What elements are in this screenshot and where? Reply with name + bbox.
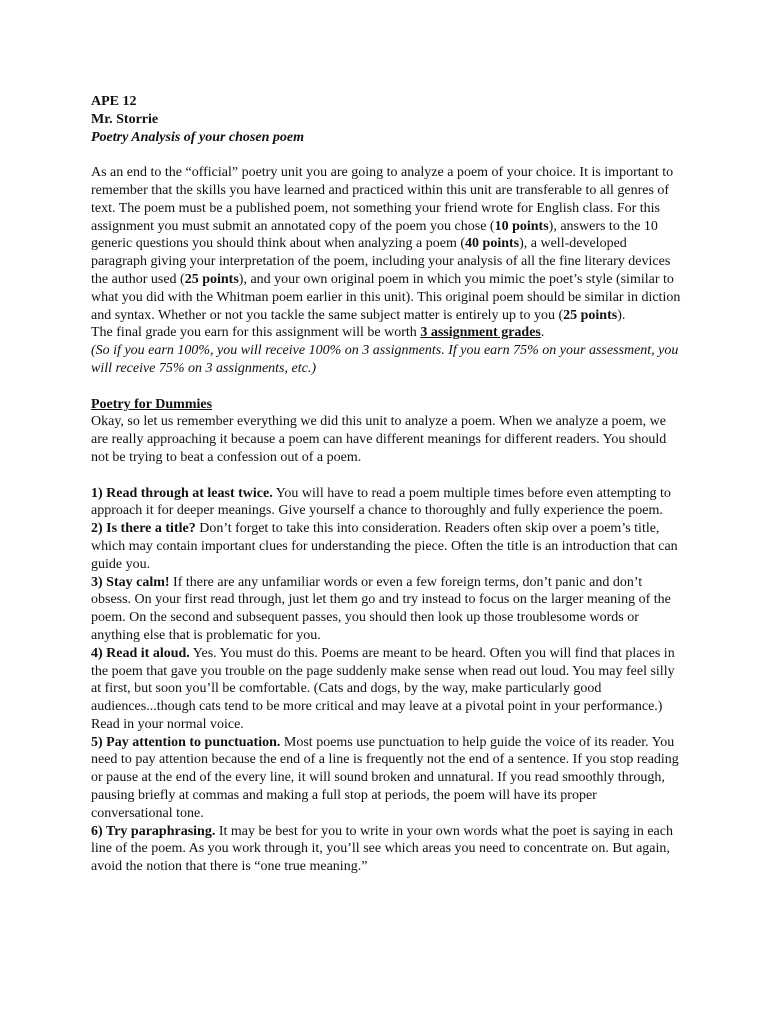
dummies-intro: Okay, so let us remember everything we did this unit to analyze a poem. When we analyze a poem, we are really approaching it because a poem can have different meanings for different readers. You should not be trying to beat a confession out of a poem. [91, 414, 667, 465]
course-code: APE 12 [91, 94, 137, 109]
step-heading: 6) Try paraphrasing. [91, 823, 216, 839]
intro-text-e: ). [617, 307, 626, 323]
step-heading: 5) Pay attention to punctuation. [91, 734, 281, 750]
step-heading: 4) Read it aloud. [91, 645, 190, 661]
step-heading: 2) Is there a title? [91, 521, 196, 537]
document-page [91, 93, 681, 876]
points-questions: 40 points [465, 236, 520, 252]
intro-text-a: As an end to the “official” poetry unit you are going to analyze a poem of your choice. It is important to remember that the skills you have learned and practiced within this unit are transferable to all genres of text. The poem must be a published poem, not something your friend wrote for English class. For this assignment you must submit an annotated copy of the poem you chose ( [91, 165, 674, 234]
grade-line [91, 324, 681, 342]
grade-end: . [540, 325, 545, 341]
spacer [91, 467, 681, 485]
step-body: Most poems use punctuation to help guide the voice of its reader. You need to pay attention because the end of a line is frequently not the end of a sentence. If you stop reading or pause at the end of the every line, it will sound broken and unnatural. If you read smoothly through, pausing briefly at commas and making a full stop at periods, the poem will have its proper conversational tone. [91, 734, 679, 821]
assignment-title: Poetry Analysis of your chosen poem [91, 129, 304, 145]
points-paragraph: 25 points [184, 271, 239, 287]
step-body: Yes. You must do this. Poems are meant to be heard. Often you will find that places in the poem that gave you trouble on the page suddenly make sense when read out loud. You may feel silly at first, but soon you’ll be comfortable. (Cats and dogs, by the way, make particularly good audiences...though cats tend to be more critical and may leave at a pivotal point in your performance.) Read in your normal voice. [91, 645, 675, 732]
step-1 [91, 485, 681, 521]
step-6 [91, 823, 681, 876]
intro-text-d: ), and your own original poem in which you mimic the poet’s style (similar to what you did with the Whitman poem earlier in this unit). This original poem should be similar in diction and syntax. Whether or not you tackle the same subject matter is entirely up to you ( [91, 271, 681, 323]
step-3 [91, 574, 681, 645]
step-2 [91, 520, 681, 573]
points-original-poem: 25 points [563, 307, 618, 323]
intro-text-b: ), answers to the 10 generic questions you should think about when analyzing a poem ( [91, 218, 658, 252]
section-title-dummies: Poetry for Dummies [91, 396, 213, 412]
step-heading: 1) Read through at least twice. [91, 485, 273, 501]
spacer [91, 378, 681, 396]
step-heading: 3) Stay calm! [91, 574, 170, 590]
step-body: Don’t forget to take this into consideration. Readers often skip over a poem’s title, which may contain important clues for understanding the piece. Often the title is an introduction that can guide you. [91, 521, 678, 572]
step-body: You will have to read a poem multiple times before even attempting to approach it for deeper meanings. Give yourself a chance to thoroughly and fully experience the poem. [91, 485, 671, 519]
step-4 [91, 645, 681, 734]
grade-note: (So if you earn 100%, you will receive 100% on 3 assignments. If you earn 75% on your assessment, you will receive 75% on 3 assignments, etc.) [91, 343, 679, 376]
grade-text: The final grade you earn for this assignment will be worth [91, 325, 421, 341]
intro-paragraph [91, 164, 681, 324]
intro-text-c: ), a well-developed paragraph giving your interpretation of the poem, including your analysis of all the fine literary devices the author used ( [91, 236, 671, 287]
points-annotated: 10 points [494, 218, 549, 234]
step-body: If there are any unfamiliar words or even a few foreign terms, don’t panic and don’t obsess. On your first read through, just let them go and try instead to focus on the larger meaning of the poem. On the second and subsequent passes, you should then look up those troublesome words or anything else that is problematic for you. [91, 574, 671, 643]
teacher-name: Mr. Storrie [91, 111, 159, 127]
step-body: It may be best for you to write in your own words what the poet is saying in each line of the poem. As you work through it, you’ll see which areas you need to concentrate on. But again, avoid the notion that there is “one true meaning.” [91, 823, 673, 875]
step-5 [91, 734, 681, 823]
grade-value: 3 assignment grades [420, 325, 541, 341]
spacer [91, 146, 681, 164]
